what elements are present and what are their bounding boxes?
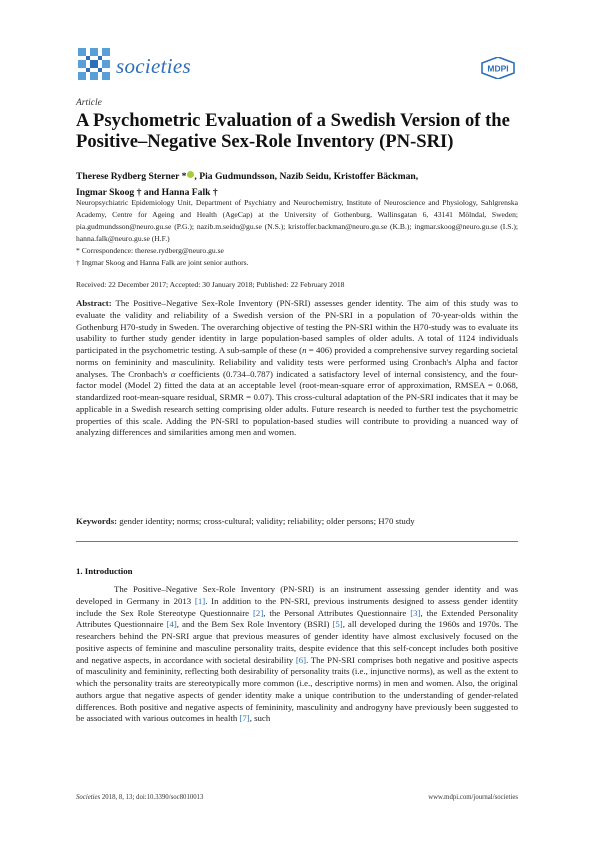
intro-text: , the Personal Attributes Questionnaire — [263, 607, 411, 618]
footer-doi[interactable]: 2018, 8, 13; doi:10.3390/soc8010013 — [100, 794, 204, 801]
senior-author-note: † Ingmar Skoog and Hanna Falk are joint senior authors. — [76, 258, 249, 267]
citation-link[interactable]: [7] — [239, 713, 250, 724]
citation-link[interactable]: [5] — [332, 619, 343, 630]
footer-citation — [76, 794, 203, 801]
affiliation: Neuropsychiatric Epidemiology Unit, Department of Psychiatry and Neurochemistry, Institute of Neuroscience and Physiology, Sahlgrenska Academy, Centre for Ageing and Health (AgeCap) at the University of Gothenburg, Wallinsgatan 6, 43141 Mölndal, Sweden; pia.gudmundsson@neuro.gu.se (P.G.); nazib.m.seidu@gu.se (N.S.); kristoffer.backman@neuro.gu.se (K.B.); ingmar.skoog@neuro.gu.se (I.S.); hanna.falk@neuro.gu.se (H.F.) — [76, 198, 518, 243]
correspondence[interactable]: * Correspondence: therese.rydberg@neuro.gu.se — [76, 246, 224, 255]
abstract — [76, 298, 518, 439]
authors-rest[interactable]: , Pia Gudmundsson, Nazib Seidu, Kristoffer Bäckman, — [194, 171, 419, 182]
abstract-label: Abstract: — [76, 298, 112, 308]
intro-text: , such — [249, 713, 271, 724]
intro-text: The Positive–Negative Sex-Role Inventory (PN-SRI) is an instrument assessing gender identity and was developed in Germany in 2013 — [76, 584, 518, 606]
journal-name: societies — [116, 54, 192, 78]
keywords-text: gender identity; norms; cross-cultural; validity; reliability; older persons; H70 study — [117, 516, 415, 526]
article-title: A Psychometric Evaluation of a Swedish Version of the Positive–Negative Sex-Role Inventory (PN-SRI) — [76, 110, 510, 152]
abstract-alpha-symbol: α — [170, 368, 176, 379]
abstract-text-1: The Positive–Negative Sex-Role Inventory (PN-SRI) assesses gender identity. The aim of this study was to evaluate the validity and reliability of a Swedish version of the PN-SRI in a population of 70-year-olds within the Gothenburg H70-study in Sweden. The overarching objective of testing the PN-SRI within the H70-study was to evaluate its usability to further study gender identity in large population-based samples of older adults. A total of 1124 individuals participated in the psychometric testing. A sub-sample of these ( — [76, 298, 518, 355]
article-type: Article — [76, 98, 102, 108]
intro-text: , the Extended Personality Attributes Questionnaire — [76, 607, 519, 630]
intro-paragraph — [76, 584, 518, 725]
mdpi-logo[interactable] — [480, 57, 516, 79]
publication-dates: Received: 22 December 2017; Accepted: 30 January 2018; Published: 22 February 2018 — [76, 280, 345, 289]
citation-link[interactable]: [2] — [253, 607, 264, 618]
abstract-n-symbol: n — [302, 345, 307, 355]
journal-logo-icon — [76, 46, 112, 82]
keywords — [76, 515, 518, 527]
abstract-text-2: = 406) provided a comprehensive survey regarding societal norms on femininity and masculinity. Reliability and validity tests were performed using Cronbach's Alpha and factor analyses. The Cronbach's — [76, 345, 518, 379]
mdpi-logo-text: MDPI — [487, 63, 509, 74]
section-heading: 1. Introduction — [76, 566, 133, 576]
intro-text: , and the Bem Sex Role Inventory (BSRI) — [176, 619, 333, 630]
citation-link[interactable]: [3] — [410, 607, 421, 618]
authors-line2[interactable]: Ingmar Skoog † and Hanna Falk † — [76, 187, 218, 198]
footer-url[interactable]: www.mdpi.com/journal/societies — [428, 794, 518, 801]
citation-link[interactable]: [6] — [295, 654, 307, 665]
keywords-label: Keywords: — [76, 516, 118, 526]
citation-link[interactable]: [4] — [166, 619, 177, 630]
citation-link[interactable]: [1] — [194, 595, 206, 606]
divider — [76, 541, 518, 542]
intro-text: . The PN-SRI comprises both negative and positive aspects of masculinity and femininity, reflecting both desirability of personality traits (i.e., injunctive norms), as well as the extent to which the personality traits are stereotypically more common (i.e., descriptive norms) in men and women. Also, the original authors argue that negative aspects of gender identity make a unique contribution to the understanding of gender-related differences. Both positive and negative aspects of femininity, masculinity and androgyny have previously been suggested to be associated with various outcomes in health — [76, 654, 518, 724]
intro-text: . In addition to the PN-SRI, previous instruments designed to assess gender identity include the Sex Role Stereotype Questionnaire — [76, 595, 518, 618]
intro-text: , all developed during the 1960s and 1970s. The researchers behind the PN-SRI argue that previous measures of gender identity have almost exclusively focused on the positive aspects of feminine and masculine personality traits, despite evidence that this self-concept includes both positive and negative aspects, in accordance with societal desirability — [76, 619, 518, 665]
abstract-text-3: coefficients (0.734–0.787) indicated a satisfactory level of internal consistency, and the four-factor model (Model 2) fitted the data at an acceptable level (root-mean-square error of approximation, RMSEA = 0.068, standardized root-mean-square residual, SRMR = 0.07). This cross-cultural adaptation of the PN-SRI indicates that it may be applicable in a Swedish research setting comprising older adults. Future research is needed to further test the psychometric properties of this scale. Adding the PN-SRI to population-based studies will contribute to providing a nuanced way of analyzing differences and similarities among men and women. — [76, 368, 518, 438]
affiliation-block — [76, 197, 518, 269]
author-first[interactable]: Therese Rydberg Sterner * — [76, 171, 187, 182]
footer-journal: Societies — [76, 794, 101, 801]
